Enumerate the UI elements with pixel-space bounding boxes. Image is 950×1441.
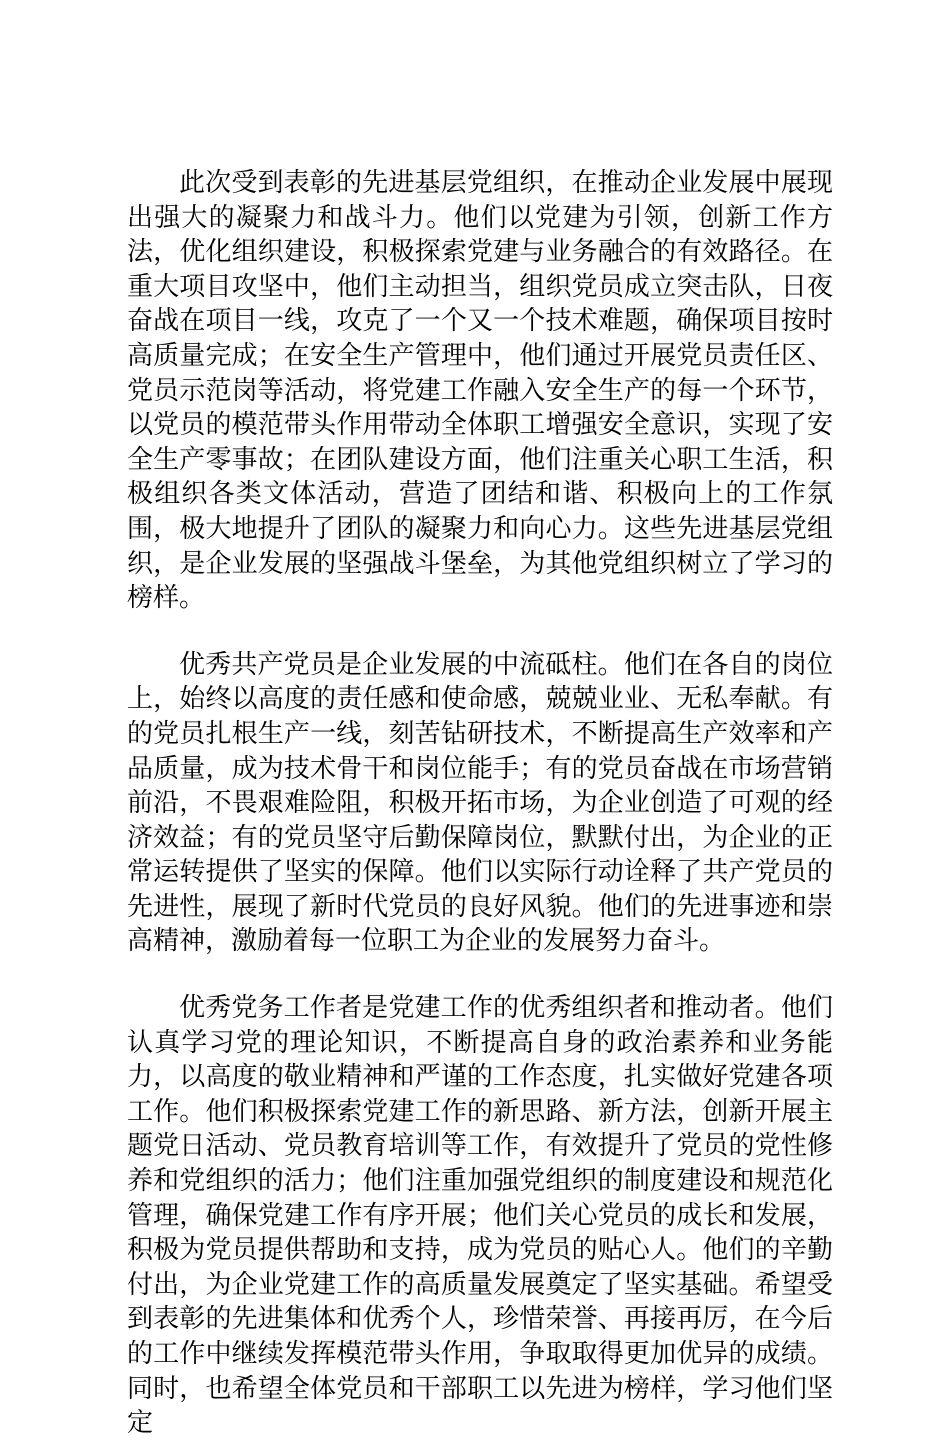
document-body <box>127 166 833 1441</box>
paragraph-outstanding-party-members: 优秀共产党员是企业发展的中流砥柱。他们在各自的岗位上，始终以高度的责任感和使命感，兢兢业业、无私奉献。有的党员扎根生产一线，刻苦钻研技术，不断提高生产效率和产品质量，成为技术骨干和岗位能手；有的党员奋战在市场营销前沿，不畏艰难险阻，积极开拓市场，为企业创造了可观的经济效益；有的党员坚守后勤保障岗位，默默付出，为企业的正常运转提供了坚实的保障。他们以实际行动诠释了共产党员的先进性，展现了新时代党员的良好风貌。他们的先进事迹和崇高精神，激励着每一位职工为企业的发展努力奋斗。 <box>127 649 833 957</box>
paragraph-advanced-party-organizations: 此次受到表彰的先进基层党组织，在推动企业发展中展现出强大的凝聚力和战斗力。他们以党建为引领，创新工作方法，优化组织建设，积极探索党建与业务融合的有效路径。在重大项目攻坚中，他们主动担当，组织党员成立突击队，日夜奋战在项目一线，攻克了一个又一个技术难题，确保项目按时高质量完成；在安全生产管理中，他们通过开展党员责任区、党员示范岗等活动，将党建工作融入安全生产的每一个环节，以党员的模范带头作用带动全体职工增强安全意识，实现了安全生产零事故；在团队建设方面，他们注重关心职工生活，积极组织各类文体活动，营造了团结和谐、积极向上的工作氛围，极大地提升了团队的凝聚力和向心力。这些先进基层党组织，是企业发展的坚强战斗堡垒，为其他党组织树立了学习的榜样。 <box>127 168 833 614</box>
paragraph-outstanding-party-workers: 优秀党务工作者是党建工作的优秀组织者和推动者。他们认真学习党的理论知识，不断提高自身的政治素养和业务能力，以高度的敬业精神和严谨的工作态度，扎实做好党建各项工作。他们积极探索党建工作的新思路、新方法，创新开展主题党日活动、党员教育培训等工作，有效提升了党员的党性修养和党组织的活力；他们注重加强党组织的制度建设和规范化管理，确保党建工作有序开展；他们关心党员的成长和发展，积极为党员提供帮助和支持，成为党员的贴心人。他们的辛勤付出，为企业党建工作的高质量发展奠定了坚实基础。希望受到表彰的先进集体和优秀个人，珍惜荣誉、再接再厉，在今后的工作中继续发挥模范带头作用，争取取得更加优异的成绩。同时，也希望全体党员和干部职工以先进为榜样，学习他们坚定 <box>127 993 833 1439</box>
